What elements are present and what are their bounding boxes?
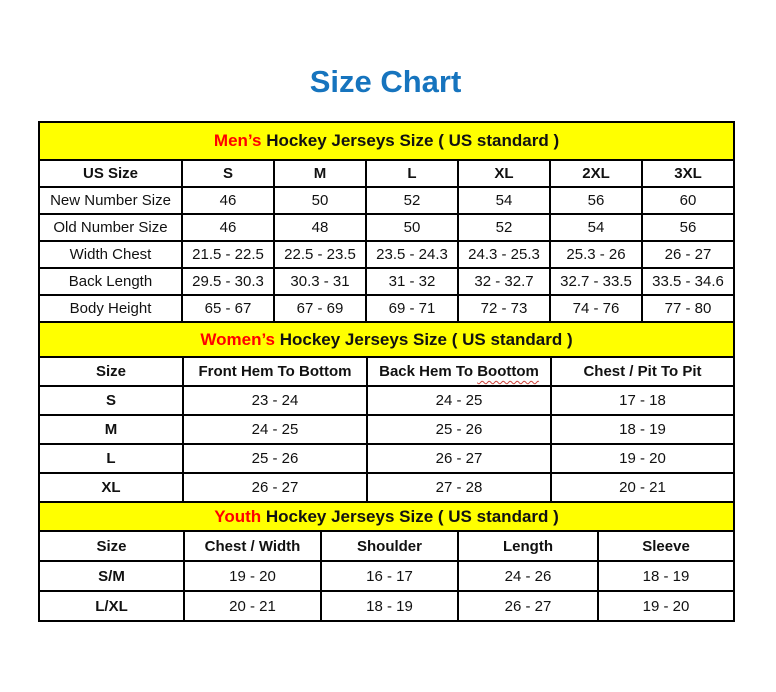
size-label-cell: XL: [39, 473, 183, 502]
value-cell: 52: [458, 214, 550, 241]
row-label-cell: Width Chest: [39, 241, 182, 268]
value-cell: 56: [642, 214, 734, 241]
value-cell: 31 - 32: [366, 268, 458, 295]
column-header-cell: Front Hem To Bottom: [183, 357, 367, 386]
youth-section-header-row: [39, 502, 734, 531]
column-header-cell: XL: [458, 160, 550, 187]
column-header-cell-back-hem: [367, 357, 551, 386]
value-cell: 24.3 - 25.3: [458, 241, 550, 268]
value-cell: 20 - 21: [184, 591, 321, 621]
table-row: [39, 473, 734, 502]
value-cell: 33.5 - 34.6: [642, 268, 734, 295]
mens-section-highlight: Men’s: [213, 131, 262, 150]
column-header-cell: Shoulder: [321, 531, 458, 561]
value-cell: 19 - 20: [551, 444, 734, 473]
column-header-cell: Chest / Width: [184, 531, 321, 561]
youth-size-table: [38, 501, 735, 622]
column-header-cell: S: [182, 160, 274, 187]
value-cell: 26 - 27: [642, 241, 734, 268]
table-row: [39, 444, 734, 473]
column-header-cell: L: [366, 160, 458, 187]
youth-column-header-row: [39, 531, 734, 561]
womens-column-header-row: [39, 357, 734, 386]
row-label-cell: New Number Size: [39, 187, 182, 214]
size-label-cell: M: [39, 415, 183, 444]
table-row: [39, 591, 734, 621]
mens-section-header-row: [39, 122, 734, 160]
youth-section-header: [39, 502, 734, 531]
value-cell: 19 - 20: [598, 591, 734, 621]
value-cell: 74 - 76: [550, 295, 642, 322]
size-label-cell: L: [39, 444, 183, 473]
table-row: [39, 214, 734, 241]
value-cell: 32.7 - 33.5: [550, 268, 642, 295]
column-header-cell: US Size: [39, 160, 182, 187]
value-cell: 24 - 25: [183, 415, 367, 444]
value-cell: 17 - 18: [551, 386, 734, 415]
value-cell: 26 - 27: [183, 473, 367, 502]
table-row: [39, 415, 734, 444]
table-row: [39, 561, 734, 591]
value-cell: 60: [642, 187, 734, 214]
value-cell: 18 - 19: [551, 415, 734, 444]
value-cell: 22.5 - 23.5: [274, 241, 366, 268]
size-label-cell: L/XL: [39, 591, 184, 621]
value-cell: 25 - 26: [183, 444, 367, 473]
womens-size-table: [38, 321, 735, 503]
value-cell: 21.5 - 22.5: [182, 241, 274, 268]
value-cell: 30.3 - 31: [274, 268, 366, 295]
womens-section-highlight: Women’s: [200, 329, 275, 349]
value-cell: 72 - 73: [458, 295, 550, 322]
table-row: [39, 268, 734, 295]
value-cell: 24 - 26: [458, 561, 598, 591]
size-chart-tables: [38, 121, 733, 622]
value-cell: 16 - 17: [321, 561, 458, 591]
value-cell: 23 - 24: [183, 386, 367, 415]
value-cell: 19 - 20: [184, 561, 321, 591]
womens-section-header: [39, 322, 734, 357]
value-cell: 46: [182, 214, 274, 241]
mens-section-title-text: Hockey Jerseys Size ( US standard ): [261, 131, 560, 150]
page-title: Size Chart: [309, 64, 462, 99]
size-label-cell: S: [39, 386, 183, 415]
mens-column-header-row: [39, 160, 734, 187]
row-label-cell: Back Length: [39, 268, 182, 295]
table-row: [39, 386, 734, 415]
value-cell: 26 - 27: [367, 444, 551, 473]
value-cell: 50: [366, 214, 458, 241]
mens-section-header: [39, 122, 734, 160]
value-cell: 67 - 69: [274, 295, 366, 322]
column-header-cell: Chest / Pit To Pit: [551, 357, 734, 386]
value-cell: 32 - 32.7: [458, 268, 550, 295]
value-cell: 18 - 19: [598, 561, 734, 591]
size-label-cell: S/M: [39, 561, 184, 591]
value-cell: 48: [274, 214, 366, 241]
back-hem-label: Back Hem To: [379, 363, 478, 380]
womens-section-header-row: [39, 322, 734, 357]
value-cell: 26 - 27: [458, 591, 598, 621]
column-header-cell: 2XL: [550, 160, 642, 187]
column-header-cell: Size: [39, 531, 184, 561]
youth-section-title-text: Hockey Jerseys Size ( US standard ): [261, 506, 559, 526]
table-row: [39, 241, 734, 268]
value-cell: 20 - 21: [551, 473, 734, 502]
column-header-cell: Sleeve: [598, 531, 734, 561]
value-cell: 52: [366, 187, 458, 214]
value-cell: 24 - 25: [367, 386, 551, 415]
row-label-cell: Body Height: [39, 295, 182, 322]
value-cell: 77 - 80: [642, 295, 734, 322]
column-header-cell: M: [274, 160, 366, 187]
value-cell: 27 - 28: [367, 473, 551, 502]
value-cell: 50: [274, 187, 366, 214]
row-label-cell: Old Number Size: [39, 214, 182, 241]
value-cell: 56: [550, 187, 642, 214]
value-cell: 29.5 - 30.3: [182, 268, 274, 295]
column-header-cell: Length: [458, 531, 598, 561]
value-cell: 46: [182, 187, 274, 214]
column-header-cell: Size: [39, 357, 183, 386]
value-cell: 25.3 - 26: [550, 241, 642, 268]
table-row: [39, 295, 734, 322]
youth-section-highlight: Youth: [214, 506, 262, 526]
value-cell: 69 - 71: [366, 295, 458, 322]
column-header-cell: 3XL: [642, 160, 734, 187]
value-cell: 54: [550, 214, 642, 241]
value-cell: 54: [458, 187, 550, 214]
table-row: [39, 187, 734, 214]
mens-size-table: [38, 121, 735, 323]
womens-section-title-text: Hockey Jerseys Size ( US standard ): [275, 329, 573, 349]
value-cell: 25 - 26: [367, 415, 551, 444]
value-cell: 23.5 - 24.3: [366, 241, 458, 268]
back-hem-misspelled-word: Boottom: [477, 363, 539, 380]
value-cell: 65 - 67: [182, 295, 274, 322]
value-cell: 18 - 19: [321, 591, 458, 621]
